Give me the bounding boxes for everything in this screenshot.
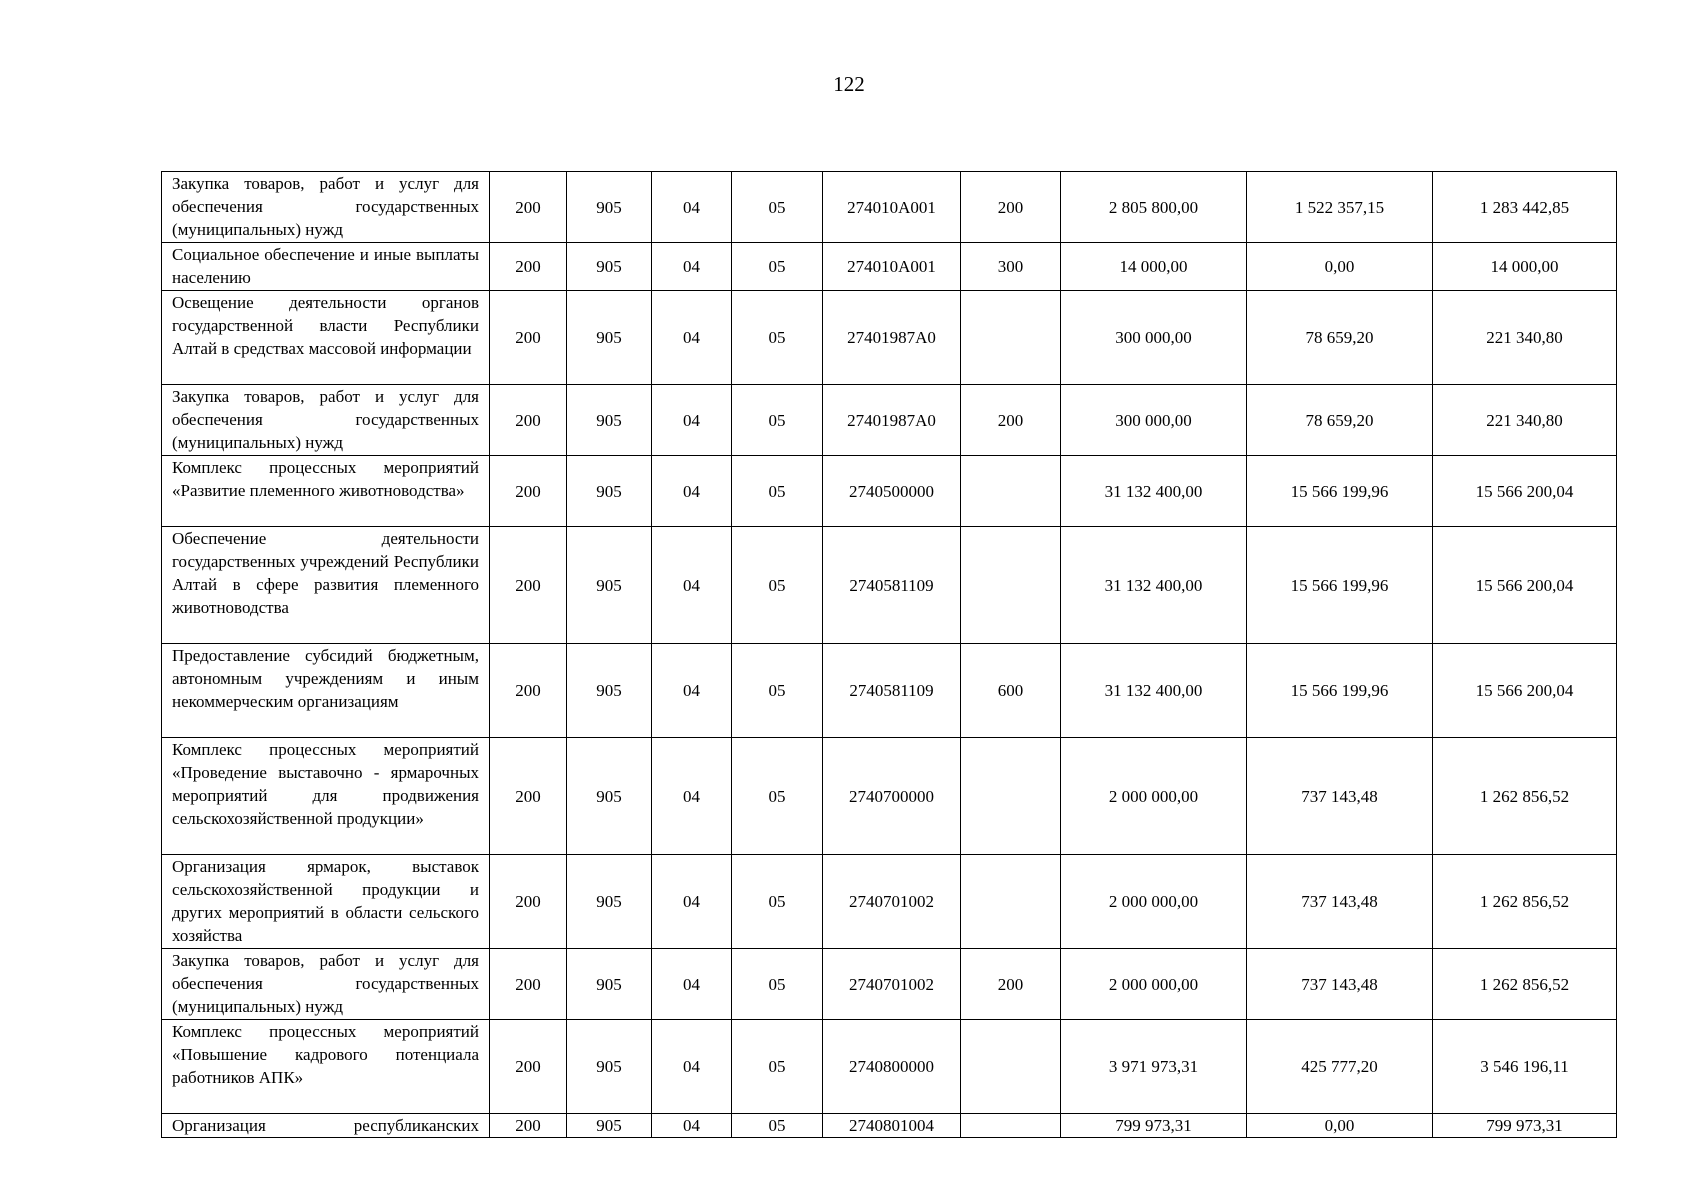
row-pr: 05 <box>732 385 823 456</box>
table-row <box>162 385 1617 456</box>
row-rz: 04 <box>652 644 732 738</box>
row-csr: 2740700000 <box>823 738 961 855</box>
row-pr: 05 <box>732 1020 823 1114</box>
table-row <box>162 291 1617 385</box>
table-row <box>162 243 1617 291</box>
budget-table <box>161 171 1617 1138</box>
row-csr: 2740581109 <box>823 644 961 738</box>
row-rz: 04 <box>652 949 732 1020</box>
row-rest: 1 262 856,52 <box>1433 855 1617 949</box>
row-code: 200 <box>490 385 567 456</box>
row-csr: 2740581109 <box>823 527 961 644</box>
row-pr: 05 <box>732 291 823 385</box>
row-plan: 14 000,00 <box>1061 243 1247 291</box>
row-name: Комплекс процессных мероприятий «Повышение кадрового потенциала работников АПК» <box>162 1020 490 1114</box>
row-name: Закупка товаров, работ и услуг для обеспечения государственных (муниципальных) нужд <box>162 949 490 1020</box>
row-fact: 737 143,48 <box>1247 855 1433 949</box>
row-vr <box>961 291 1061 385</box>
table-row <box>162 644 1617 738</box>
row-pr: 05 <box>732 949 823 1020</box>
row-rest: 221 340,80 <box>1433 385 1617 456</box>
table-row <box>162 949 1617 1020</box>
row-plan: 300 000,00 <box>1061 385 1247 456</box>
row-code: 200 <box>490 527 567 644</box>
row-vr: 600 <box>961 644 1061 738</box>
row-vr <box>961 855 1061 949</box>
row-glava: 905 <box>567 1020 652 1114</box>
row-glava: 905 <box>567 172 652 243</box>
row-code: 200 <box>490 949 567 1020</box>
row-vr: 200 <box>961 385 1061 456</box>
row-glava: 905 <box>567 527 652 644</box>
row-glava: 905 <box>567 644 652 738</box>
table-row <box>162 172 1617 243</box>
row-fact: 78 659,20 <box>1247 291 1433 385</box>
row-glava: 905 <box>567 456 652 527</box>
row-plan: 300 000,00 <box>1061 291 1247 385</box>
row-name: Организация ярмарок, выставок сельскохозяйственной продукции и других мероприятий в области сельского хозяйства <box>162 855 490 949</box>
row-rz: 04 <box>652 855 732 949</box>
row-plan: 31 132 400,00 <box>1061 456 1247 527</box>
row-rest: 14 000,00 <box>1433 243 1617 291</box>
row-name: Социальное обеспечение и иные выплаты населению <box>162 243 490 291</box>
row-name: Закупка товаров, работ и услуг для обеспечения государственных (муниципальных) нужд <box>162 385 490 456</box>
row-rz: 04 <box>652 527 732 644</box>
table-row <box>162 738 1617 855</box>
row-code: 200 <box>490 456 567 527</box>
table-row <box>162 855 1617 949</box>
row-plan: 31 132 400,00 <box>1061 644 1247 738</box>
row-name: Закупка товаров, работ и услуг для обеспечения государственных (муниципальных) нужд <box>162 172 490 243</box>
row-pr: 05 <box>732 172 823 243</box>
row-rest: 15 566 200,04 <box>1433 456 1617 527</box>
row-vr <box>961 527 1061 644</box>
table-row <box>162 456 1617 527</box>
row-rz: 04 <box>652 243 732 291</box>
row-rz: 04 <box>652 291 732 385</box>
row-glava: 905 <box>567 291 652 385</box>
row-plan: 2 000 000,00 <box>1061 738 1247 855</box>
row-rest: 1 283 442,85 <box>1433 172 1617 243</box>
row-fact: 15 566 199,96 <box>1247 644 1433 738</box>
table-row <box>162 1114 1617 1138</box>
row-fact: 0,00 <box>1247 1114 1433 1138</box>
row-glava: 905 <box>567 949 652 1020</box>
row-rest: 221 340,80 <box>1433 291 1617 385</box>
row-pr: 05 <box>732 855 823 949</box>
table-row <box>162 1020 1617 1114</box>
row-glava: 905 <box>567 385 652 456</box>
row-rz: 04 <box>652 172 732 243</box>
table-row <box>162 527 1617 644</box>
row-vr: 200 <box>961 172 1061 243</box>
row-vr <box>961 456 1061 527</box>
row-vr: 300 <box>961 243 1061 291</box>
row-plan: 2 805 800,00 <box>1061 172 1247 243</box>
row-vr <box>961 738 1061 855</box>
row-csr: 274010А001 <box>823 243 961 291</box>
row-fact: 737 143,48 <box>1247 738 1433 855</box>
row-name: Комплекс процессных мероприятий «Проведение выставочно - ярмарочных мероприятий для продвижения сельскохозяйственной продукции» <box>162 738 490 855</box>
row-rz: 04 <box>652 456 732 527</box>
row-rest: 1 262 856,52 <box>1433 949 1617 1020</box>
row-fact: 737 143,48 <box>1247 949 1433 1020</box>
row-pr: 05 <box>732 456 823 527</box>
row-csr: 2740801004 <box>823 1114 961 1138</box>
row-name: Предоставление субсидий бюджетным, автономным учреждениям и иным некоммерческим организациям <box>162 644 490 738</box>
row-csr: 274010А001 <box>823 172 961 243</box>
row-rz: 04 <box>652 738 732 855</box>
row-fact: 425 777,20 <box>1247 1020 1433 1114</box>
row-fact: 78 659,20 <box>1247 385 1433 456</box>
row-code: 200 <box>490 738 567 855</box>
row-fact: 15 566 199,96 <box>1247 456 1433 527</box>
row-pr: 05 <box>732 644 823 738</box>
row-vr <box>961 1114 1061 1138</box>
row-glava: 905 <box>567 1114 652 1138</box>
row-rest: 799 973,31 <box>1433 1114 1617 1138</box>
row-csr: 2740500000 <box>823 456 961 527</box>
row-code: 200 <box>490 243 567 291</box>
row-rest: 15 566 200,04 <box>1433 644 1617 738</box>
row-csr: 2740800000 <box>823 1020 961 1114</box>
row-code: 200 <box>490 172 567 243</box>
row-rest: 3 546 196,11 <box>1433 1020 1617 1114</box>
row-rest: 15 566 200,04 <box>1433 527 1617 644</box>
row-plan: 31 132 400,00 <box>1061 527 1247 644</box>
row-fact: 15 566 199,96 <box>1247 527 1433 644</box>
row-name: Обеспечение деятельности государственных учреждений Республики Алтай в сфере развития племенного животноводства <box>162 527 490 644</box>
row-glava: 905 <box>567 738 652 855</box>
page-number: 122 <box>833 72 865 96</box>
row-rz: 04 <box>652 1020 732 1114</box>
row-plan: 2 000 000,00 <box>1061 949 1247 1020</box>
row-csr: 2740701002 <box>823 855 961 949</box>
row-fact: 0,00 <box>1247 243 1433 291</box>
row-glava: 905 <box>567 855 652 949</box>
row-code: 200 <box>490 291 567 385</box>
row-pr: 05 <box>732 1114 823 1138</box>
row-pr: 05 <box>732 243 823 291</box>
row-plan: 3 971 973,31 <box>1061 1020 1247 1114</box>
row-rz: 04 <box>652 1114 732 1138</box>
row-plan: 799 973,31 <box>1061 1114 1247 1138</box>
row-csr: 2740701002 <box>823 949 961 1020</box>
row-code: 200 <box>490 855 567 949</box>
row-vr: 200 <box>961 949 1061 1020</box>
row-csr: 27401987А0 <box>823 385 961 456</box>
row-plan: 2 000 000,00 <box>1061 855 1247 949</box>
row-code: 200 <box>490 1114 567 1138</box>
row-fact: 1 522 357,15 <box>1247 172 1433 243</box>
row-code: 200 <box>490 1020 567 1114</box>
row-name: Комплекс процессных мероприятий «Развитие племенного животноводства» <box>162 456 490 527</box>
row-csr: 27401987А0 <box>823 291 961 385</box>
row-pr: 05 <box>732 738 823 855</box>
row-glava: 905 <box>567 243 652 291</box>
row-rz: 04 <box>652 385 732 456</box>
row-name: Организация республиканских <box>162 1114 490 1138</box>
row-vr <box>961 1020 1061 1114</box>
row-pr: 05 <box>732 527 823 644</box>
row-name: Освещение деятельности органов государственной власти Республики Алтай в средствах массовой информации <box>162 291 490 385</box>
row-rest: 1 262 856,52 <box>1433 738 1617 855</box>
row-code: 200 <box>490 644 567 738</box>
